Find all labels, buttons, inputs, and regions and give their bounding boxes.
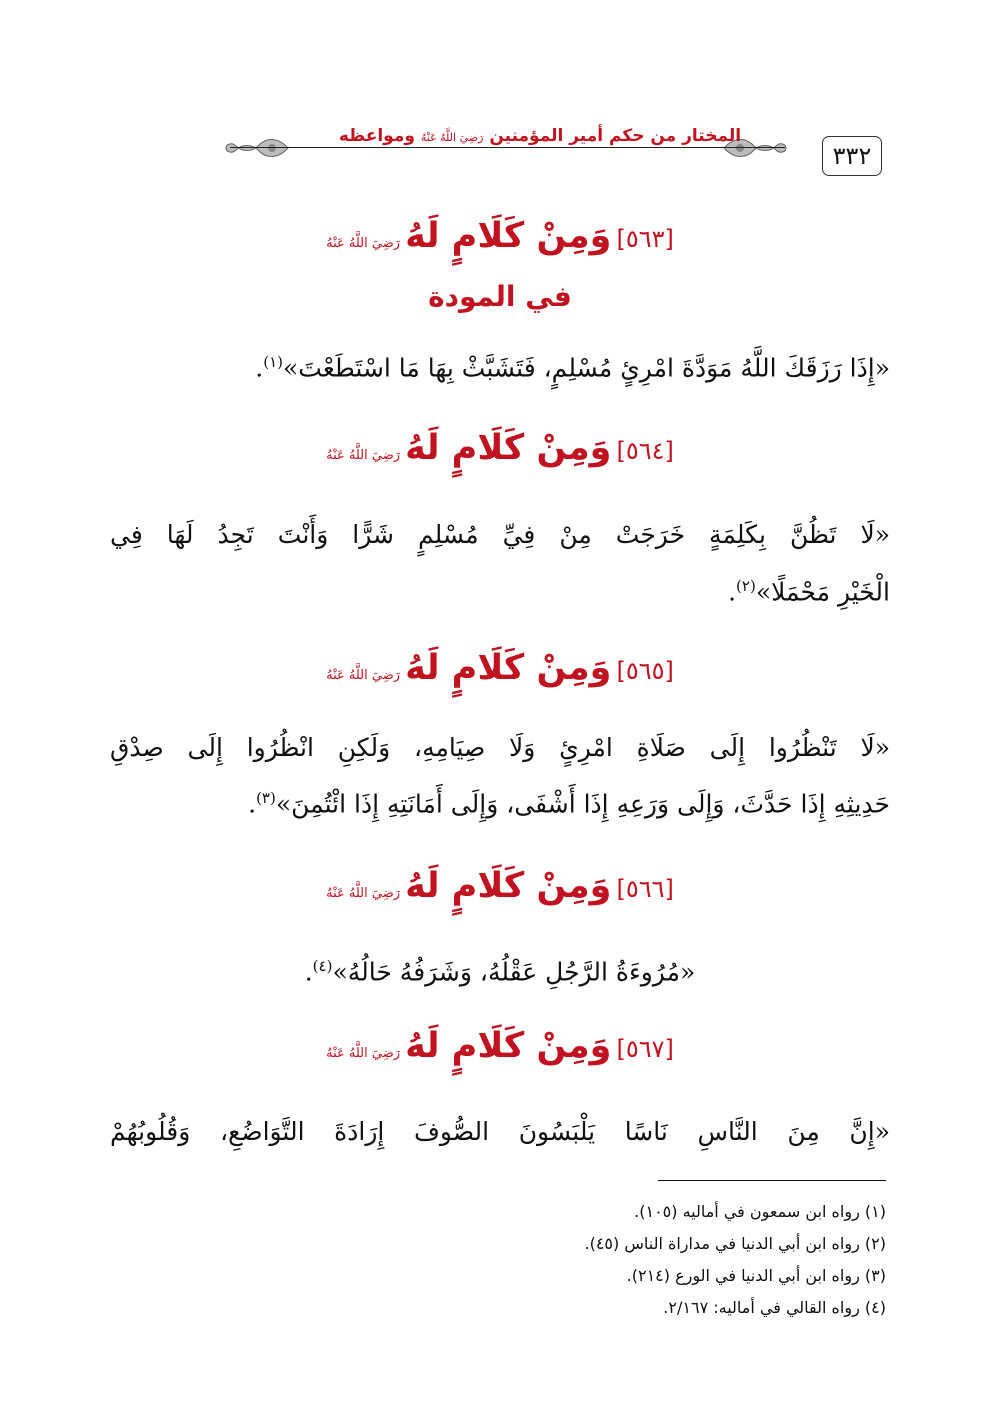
section-heading-566 xyxy=(100,866,900,906)
end-mark: . xyxy=(304,957,313,987)
quote-line: «لَا تَظُنَّ بِكَلِمَةٍ خَرَجَتْ مِنْ فِيِّ مُسْلِمٍ شَرًّا وَأَنْتَ تَجِدُ لَهَا فِي xyxy=(110,520,890,549)
footnote-mark: (١) xyxy=(263,353,283,371)
section-number: [٥٦٧] xyxy=(616,1035,674,1063)
quote-text: «مُرُوءَةُ الرَّجُلِ عَقْلُهُ، وَشَرَفُهُ حَالُهُ» xyxy=(332,957,696,987)
quote-line xyxy=(110,778,890,824)
end-mark: . xyxy=(248,789,257,819)
end-mark: . xyxy=(728,577,737,607)
section-heading-565 xyxy=(100,648,900,688)
section-honorific: رَضِيَ اللَّهُ عَنْهُ xyxy=(326,448,401,463)
section-honorific: رَضِيَ اللَّهُ عَنْهُ xyxy=(326,886,401,901)
quote-text: حَدِيثِهِ إِذَا حَدَّثَ، وَإِلَى وَرَعِهِ إِذَا أَشْفَى، وَإِلَى أَمَانَتِهِ إِذَا ائْتُمِنَ» xyxy=(275,789,890,819)
section-title: وَمِنْ كَلَامٍ لَهُ xyxy=(405,866,612,906)
section-honorific: رَضِيَ اللَّهُ عَنْهُ xyxy=(326,236,401,251)
section-heading-564 xyxy=(100,428,900,468)
footnote-mark: (٣) xyxy=(256,789,276,807)
header-rule xyxy=(230,147,785,148)
section-honorific: رَضِيَ اللَّهُ عَنْهُ xyxy=(326,668,401,683)
quote-line xyxy=(110,566,890,612)
section-number: [٥٦٥] xyxy=(616,657,674,685)
section-honorific: رَضِيَ اللَّهُ عَنْهُ xyxy=(326,1046,401,1061)
end-mark: . xyxy=(255,353,264,383)
quote-line xyxy=(110,946,890,992)
quote-line xyxy=(110,342,890,388)
quote-text: الْخَيْرِ مَحْمَلًا» xyxy=(755,577,890,607)
section-number: [٥٦٣] xyxy=(616,225,674,253)
running-header-honorific: رَضِيَ اللَّهُ عَنْهُ xyxy=(420,131,484,144)
section-heading-567 xyxy=(100,1026,900,1066)
quote-text: «إِذَا رَزَقَكَ اللَّهُ مَوَدَّةَ امْرِئٍ مُسْلِمٍ، فَتَشَبَّثْ بِهَا مَا اسْتَطَعْتَ» xyxy=(282,353,890,383)
quote-line: «إِنَّ مِنَ النَّاسِ نَاسًا يَلْبَسُونَ الصُّوفَ إِرَادَةَ التَّوَاضُعِ، وَقُلُوبُهُمْ xyxy=(110,1117,890,1146)
section-title: وَمِنْ كَلَامٍ لَهُ xyxy=(405,216,612,256)
footnote-mark: (٢) xyxy=(736,577,756,595)
footnote-rule xyxy=(658,1180,886,1181)
running-header xyxy=(300,118,780,154)
page-number: ٣٣٢ xyxy=(822,136,882,176)
footnote: (٤) رواه القالي في أماليه: ٢/١٦٧. xyxy=(663,1298,886,1317)
running-header-suffix: ومواعظه xyxy=(338,126,415,146)
footnote: (٣) رواه ابن أبي الدنيا في الورع (٢١٤). xyxy=(626,1266,886,1285)
section-number: [٥٦٤] xyxy=(616,437,674,465)
footnote: (١) رواه ابن سمعون في أماليه (١٠٥). xyxy=(634,1202,886,1221)
section-title: وَمِنْ كَلَامٍ لَهُ xyxy=(405,1026,612,1066)
quote-line: «لَا تَنْظُرُوا إِلَى صَلَاةِ امْرِئٍ وَلَا صِيَامِهِ، وَلَكِنِ انْظُرُوا إِلَى صِدْقِ xyxy=(110,733,890,762)
header-ornament-left-icon xyxy=(222,133,292,163)
section-title: وَمِنْ كَلَامٍ لَهُ xyxy=(405,428,612,468)
footnote: (٢) رواه ابن أبي الدنيا في مداراة الناس (٤٥). xyxy=(584,1234,886,1253)
section-number: [٥٦٦] xyxy=(616,875,674,903)
section-title: وَمِنْ كَلَامٍ لَهُ xyxy=(405,648,612,688)
footnote-mark: (٤) xyxy=(312,957,333,975)
section-subtitle: في المودة xyxy=(428,280,572,313)
running-header-title: المختار من حكم أمير المؤمنين xyxy=(489,126,742,146)
section-heading-563 xyxy=(100,216,900,256)
